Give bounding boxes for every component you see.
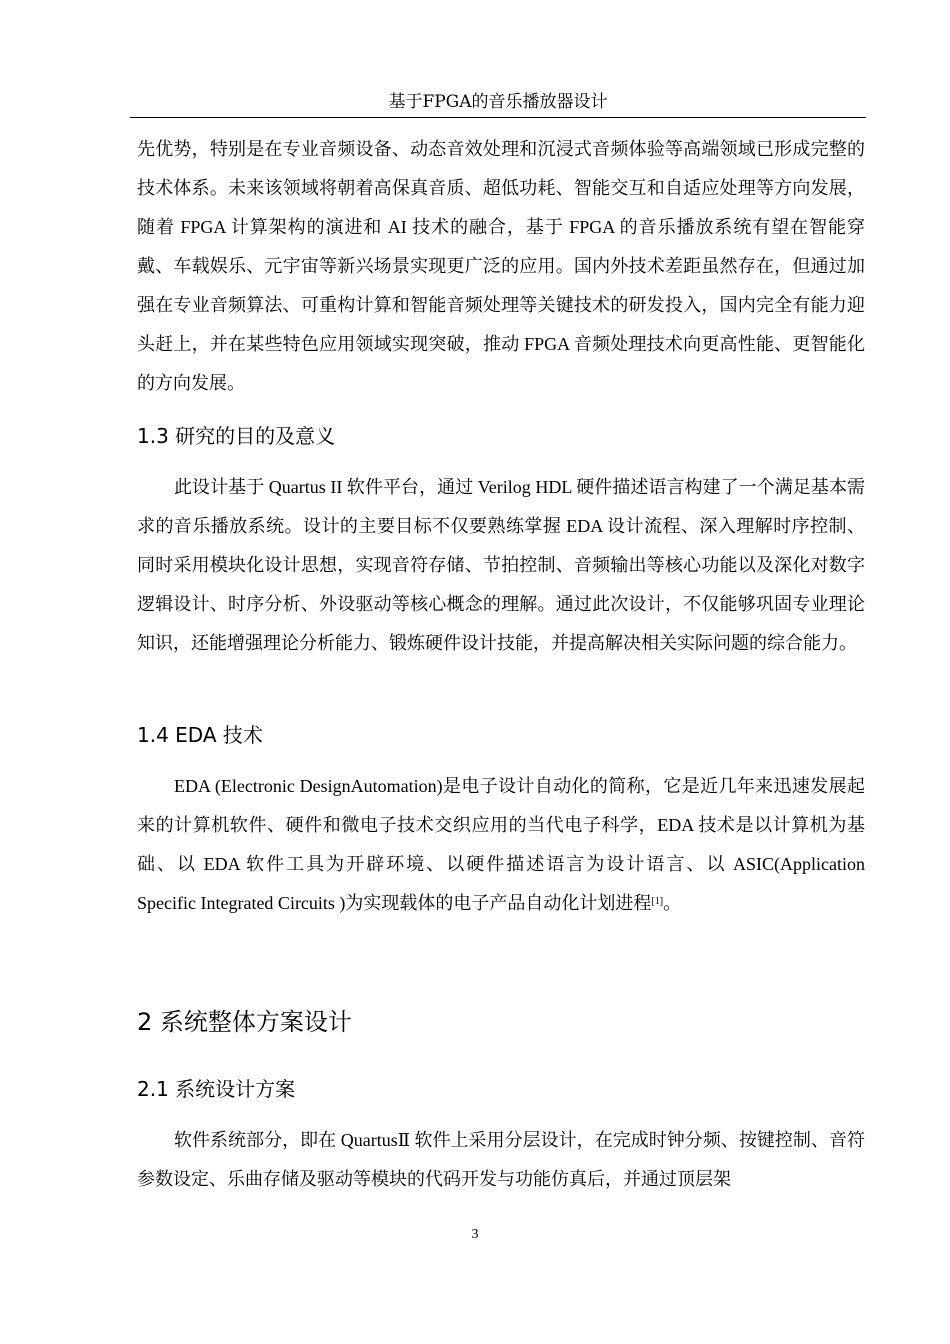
chapter-heading-2: 2 系统整体方案设计 <box>137 1008 352 1036</box>
page-number: 3 <box>471 1227 479 1242</box>
paragraph-software-system: 软件系统部分，即在 QuartusⅡ 软件上采用分层设计，在完成时钟分频、按键控制、音符参数设定、乐曲存储及驱动等模块的代码开发与功能仿真后，并通过顶层架 <box>137 1130 865 1189</box>
paragraph-purpose: 此设计基于 Quartus II 软件平台，通过 Verilog HDL 硬件描述语言构建了一个满足基本需求的音乐播放系统。设计的主要目标不仅要熟练掌握 EDA 设计流程、深入理解时序控制、同时采用模块化设计思想，实现音符存储、节拍控制、音频输出等核心功能以及深化对数字逻辑设计、时序分析、外设驱动等核心概念的理解。通过此次设计，不仅能够巩固专业理论知识，还能增强理论分析能力、锻炼硬件设计技能，并提高解决相关实际问题的综合能力。 <box>137 477 865 653</box>
section-heading-1-4: 1.4 EDA 技术 <box>137 723 263 747</box>
paragraph-eda-text: EDA (Electronic DesignAutomation)是电子设计自动化的简称，它是近几年来迅速发展起来的计算机软件、硬件和微电子技术交织应用的当代电子科学，EDA 技术是以计算机为基础、以 EDA 软件工具为开辟环境、以硬件描述语言为设计语言、以 ASIC(Application Specific Integrated Circuits )为实现载体的电子产品自动化计划进程 <box>137 776 865 913</box>
paragraph-eda <box>137 767 865 923</box>
running-header: 基于FPGA的音乐播放器设计 <box>130 90 866 118</box>
citation-mark: [1] <box>651 896 664 907</box>
section-heading-2-1: 2.1 系统设计方案 <box>137 1077 296 1101</box>
section-heading-1-3: 1.3 研究的目的及意义 <box>137 424 336 448</box>
paragraph-eda-end: 。 <box>663 893 682 913</box>
paragraph-intro-continued: 先优势，特别是在专业音频设备、动态音效处理和沉浸式音频体验等高端领域已形成完整的技术体系。未来该领域将朝着高保真音质、超低功耗、智能交互和自适应处理等方向发展，随着 FPGA 计算架构的演进和 AI 技术的融合，基于 FPGA 的音乐播放系统有望在智能穿戴、车载娱乐、元宇宙等新兴场景实现更广泛的应用。国内外技术差距虽然存在，但通过加强在专业音频算法、可重构计算和智能音频处理等关键技术的研发投入，国内完全有能力迎头赶上，并在某些特色应用领域实现突破，推动 FPGA 音频处理技术向更高性能、更智能化的方向发展。 <box>137 139 865 393</box>
